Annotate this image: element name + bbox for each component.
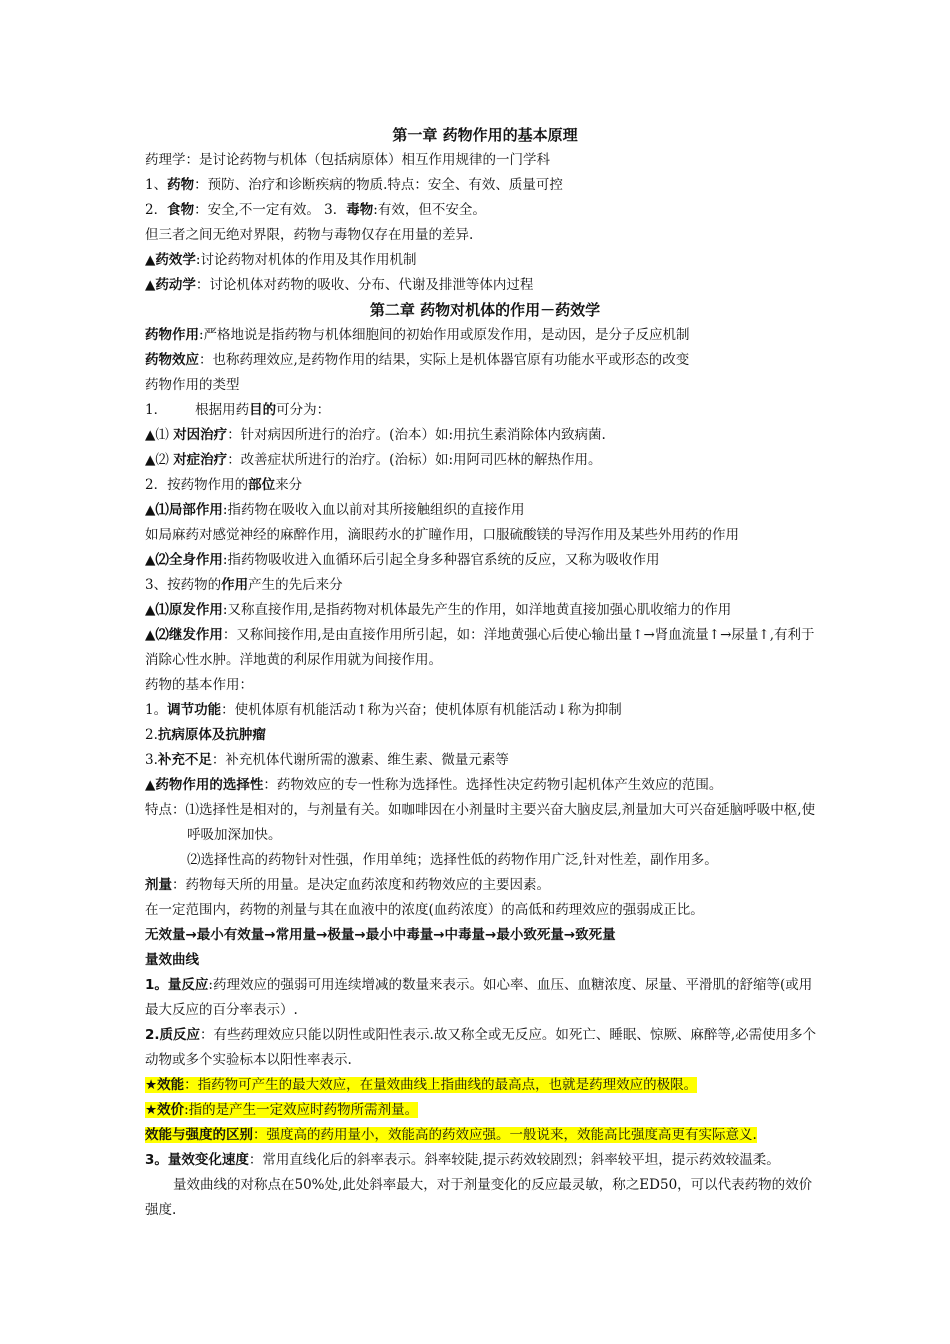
dose-definition (145, 873, 825, 898)
food-poison-definition (145, 198, 825, 223)
pharmacokinetics-definition (145, 273, 825, 298)
text: :有效，但不安全。 (373, 202, 486, 218)
symptomatic-treatment (145, 448, 825, 473)
term: 药物作用 (145, 327, 199, 343)
text: 可分为： (276, 402, 331, 418)
highlight (145, 1127, 757, 1143)
ed50-note: 量效曲线的对称点在50%处,此处斜率最大，对于剂量变化的反应最灵敏，称之ED50，可以代表药物的效价强度. (145, 1177, 813, 1218)
text: ▲⑵ (145, 452, 174, 468)
secondary-action (145, 623, 825, 673)
term: ★效价 (145, 1102, 185, 1118)
text: ：常用直线化后的斜率表示。斜率较陡,提示药效较剧烈；斜率较平坦，提示药效较温柔。 (248, 1152, 780, 1168)
text: ：药物效应的专一性称为选择性。选择性决定药物引起机体产生效应的范围。 (263, 777, 723, 793)
response-rate (145, 1148, 825, 1173)
dose-concentration: 在一定范围内，药物的剂量与其在血液中的浓度(血药浓度）的高低和药理效应的强弱成正比。 (145, 902, 704, 918)
text: 1． (145, 402, 168, 418)
text: :药理效应的强弱可用连续增减的数量来表示。如心率、血压、血糖浓度、尿量、平滑肌的舒缩等(或用最大反应的百分率表示）. (145, 977, 813, 1018)
efficacy-vs-potency (145, 1123, 825, 1148)
primary-action (145, 598, 825, 623)
basic-actions-heading: 药物的基本作用： (145, 677, 253, 693)
text: 产生的先后来分 (248, 577, 343, 593)
text: ：有些药理效应只能以阴性或阳性表示.故又称全或无反应。如死亡、睡眠、惊厥、麻醉等,必需使用多个动物或多个实验标本以阳性率表示. (145, 1027, 817, 1068)
graded-response (145, 973, 825, 1023)
text: :严格地说是指药物与机体细胞间的初始作用或原发作用，是动因，是分子反应机制 (199, 327, 690, 343)
boundary-note: 但三者之间无绝对界限，药物与毒物仅存在用量的差异. (145, 227, 474, 243)
term: ▲⑴原发作用 (145, 602, 223, 618)
term: 毒物 (346, 202, 374, 218)
pharmacology-definition: 药理学：是讨论药物与机体（包括病原体）相互作用规律的一门学科 (145, 152, 550, 168)
local-action-examples: 如局麻药对感觉神经的麻醉作用，滴眼药水的扩瞳作用，口服硫酸镁的导泻作用及某些外用药的作用 (145, 527, 739, 543)
text: 根据用药 (195, 402, 250, 418)
term: ▲⑴局部作用 (145, 502, 223, 518)
term: 药物 (167, 177, 195, 193)
document-page (145, 123, 825, 1223)
term: ★效能 (145, 1077, 185, 1093)
action-types-heading: 药物作用的类型 (145, 377, 240, 393)
text: :又称直接作用,是指药物对机体最先产生的作用，如洋地黄直接加强心肌收缩力的作用 (222, 602, 732, 618)
potency (145, 1098, 825, 1123)
text: ：改善症状所进行的治疗。(治标）如:用阿司匹林的解热作用。 (227, 452, 602, 468)
text: 3. (145, 752, 158, 768)
text: 1。 (145, 702, 168, 718)
text: ：药物每天所的用量。是决定血药浓度和药物效应的主要因素。 (172, 877, 550, 893)
text: ：使机体原有机能活动↑称为兴奋；使机体原有机能活动↓称为抑制 (221, 702, 622, 718)
anti-pathogen (145, 723, 825, 748)
selectivity (145, 773, 825, 798)
term: 药物效应 (145, 352, 199, 368)
term: ▲⑵继发作用 (145, 627, 223, 643)
drug-effect-definition (145, 348, 825, 373)
text: :指药物在吸收入血以前对其所接触组织的直接作用 (222, 502, 525, 518)
term: 效能与强度的区别 (145, 1127, 253, 1143)
dose-sequence: 无效量→最小有效量→常用量→极量→最小中毒量→中毒量→最小致死量→致死量 (145, 927, 616, 943)
systemic-action (145, 548, 825, 573)
text: ：强度高的药用量小，效能高的药效应强。一般说来，效能高比强度高更有实际意义. (253, 1127, 757, 1143)
regulation-function (145, 698, 825, 723)
text: ▲⑴ (145, 427, 174, 443)
term: 抗病原体及抗肿瘤 (157, 727, 266, 743)
text: 2． (145, 202, 168, 218)
by-sequence (145, 573, 825, 598)
selectivity-feature-1: 特点：⑴选择性是相对的，与剂量有关。如咖啡因在小剂量时主要兴奋大脑皮层,剂量加大可兴奋延脑呼吸中枢,使呼吸加深加快。 (145, 802, 816, 843)
drug-definition (145, 173, 825, 198)
quantal-response (145, 1023, 825, 1073)
text: ：补充机体代谢所需的激素、维生素、微量元素等 (211, 752, 509, 768)
drug-action-definition (145, 323, 825, 348)
text: 1、 (145, 177, 168, 193)
text: ：又称间接作用,是由直接作用所引起，如：洋地黄强心后使心输出量↑→肾血流量↑→尿量↑,有利于消除心性水肿。洋地黄的利尿作用就为间接作用。 (145, 627, 815, 668)
text: ：预防、治疗和诊断疾病的物质.特点：安全、有效、质量可控 (194, 177, 563, 193)
text: 2．按药物作用的 (145, 477, 249, 493)
text: :指的是产生一定效应时药物所需剂量。 (184, 1102, 419, 1118)
term: 调节功能 (167, 702, 222, 718)
text: ：也称药理效应,是药物作用的结果，实际上是机体器官原有功能水平或形态的改变 (199, 352, 690, 368)
term: 对因治疗 (173, 427, 228, 443)
term: 对症治疗 (173, 452, 228, 468)
text: ：针对病因所进行的治疗。(治本）如:用抗生素消除体内致病菌. (227, 427, 606, 443)
highlight (145, 1077, 697, 1093)
text: ：安全,不一定有效。 3． (194, 202, 347, 218)
highlight (145, 1102, 418, 1118)
term: ▲药物作用的选择性 (145, 777, 264, 793)
text: :讨论药物对机体的作用及其作用机制 (195, 252, 417, 268)
chapter2-title: 第二章 药物对机体的作用－药效学 (369, 301, 601, 319)
efficacy (145, 1073, 825, 1098)
causal-treatment (145, 423, 825, 448)
term: ▲药动学 (145, 277, 196, 293)
text: ：讨论机体对药物的吸收、分布、代谢及排泄等体内过程 (195, 277, 534, 293)
local-action (145, 498, 825, 523)
term: 剂量 (145, 877, 172, 893)
term: 1。量反应 (145, 977, 209, 993)
text: 3、按药物的 (145, 577, 222, 593)
term: 3。量效变化速度 (145, 1152, 249, 1168)
text: 来分 (275, 477, 303, 493)
selectivity-feature-2: ⑵选择性高的药物针对性强，作用单纯；选择性低的药物作用广泛,针对性差，副作用多。 (187, 852, 718, 868)
text: ：指药物可产生的最大效应，在量效曲线上指曲线的最高点，也就是药理效应的极限。 (184, 1077, 698, 1093)
by-site (145, 473, 825, 498)
text: :指药物吸收进入血循环后引起全身多种器官系统的反应，又称为吸收作用 (222, 552, 660, 568)
term: 补充不足 (157, 752, 212, 768)
text: 2. (145, 727, 158, 743)
by-purpose (145, 398, 825, 423)
pharmacodynamics-definition (145, 248, 825, 273)
term: ▲药效学 (145, 252, 196, 268)
dose-response-heading: 量效曲线 (145, 952, 199, 968)
term: 部位 (248, 477, 276, 493)
chapter1-title: 第一章 药物作用的基本原理 (392, 126, 578, 144)
term: ▲⑵全身作用 (145, 552, 223, 568)
term: 作用 (221, 577, 249, 593)
term: 目的 (249, 402, 277, 418)
term: 食物 (167, 202, 195, 218)
supplement (145, 748, 825, 773)
term: 2.质反应 (145, 1027, 201, 1043)
